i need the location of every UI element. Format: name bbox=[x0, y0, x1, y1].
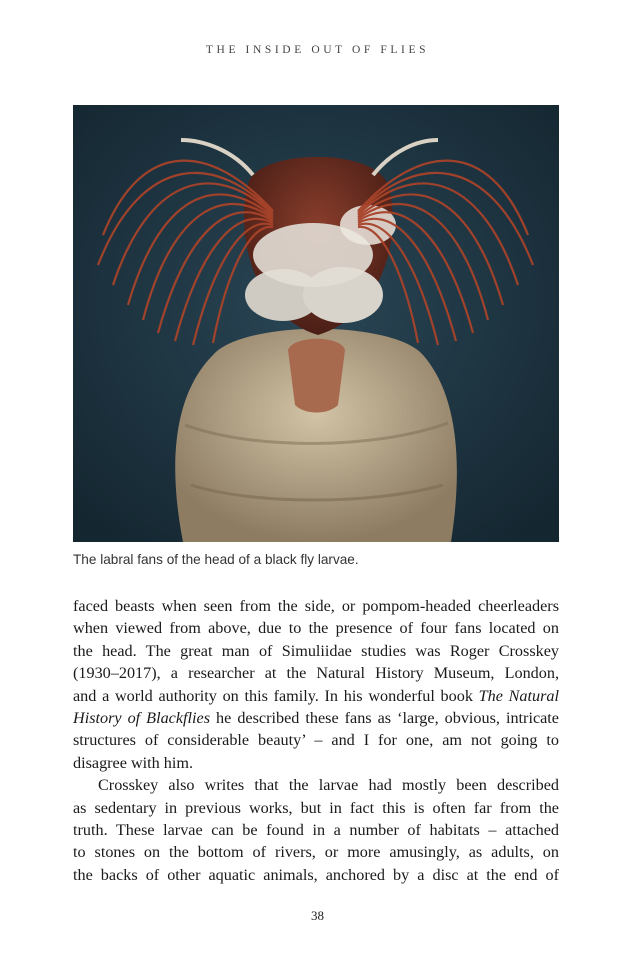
text-line: structures of considerable beauty’ – and I for one, am not going to bbox=[73, 731, 559, 750]
text-line: the head. The great man of Simuliidae studies was Roger Crosskey bbox=[73, 641, 559, 660]
book-title: The Natural bbox=[478, 686, 560, 705]
text-line: when viewed from above, due to the presence of four fans located on bbox=[73, 619, 559, 638]
black-fly-larva-image bbox=[73, 105, 559, 542]
text-line: truth. These larvae can be found in a number of habitats – attached bbox=[73, 821, 559, 840]
text-line: Crosskey also writes that the larvae had mostly been described bbox=[98, 776, 559, 795]
figure-caption: The labral fans of the head of a black fly larvae. bbox=[73, 552, 359, 567]
text-span: and a world authority on this family. In his wonderful book bbox=[73, 686, 479, 705]
figure-black-fly-larva bbox=[73, 105, 559, 542]
text-line: faced beasts when seen from the side, or pompom-headed cheerleaders bbox=[73, 597, 559, 615]
text-line: as sedentary in previous works, but in fact this is often far from the bbox=[73, 798, 559, 817]
running-head: THE INSIDE OUT OF FLIES bbox=[205, 44, 430, 56]
text-line: the backs of other aquatic animals, anchored by a disc at the end of bbox=[73, 865, 559, 884]
text-line: disagree with him. bbox=[73, 753, 194, 772]
body-text bbox=[73, 595, 559, 886]
text-line bbox=[73, 707, 559, 729]
book-title: History of Blackflies bbox=[73, 709, 211, 728]
text-line bbox=[73, 685, 559, 707]
text-line: (1930–2017), a researcher at the Natural History Museum, London, bbox=[73, 664, 559, 683]
text-span: he described these fans as ‘large, obvious, intricate bbox=[210, 709, 559, 728]
text-line: to stones on the bottom of rivers, or more amusingly, as adults, on bbox=[73, 843, 559, 862]
page-number: 38 bbox=[311, 908, 324, 923]
